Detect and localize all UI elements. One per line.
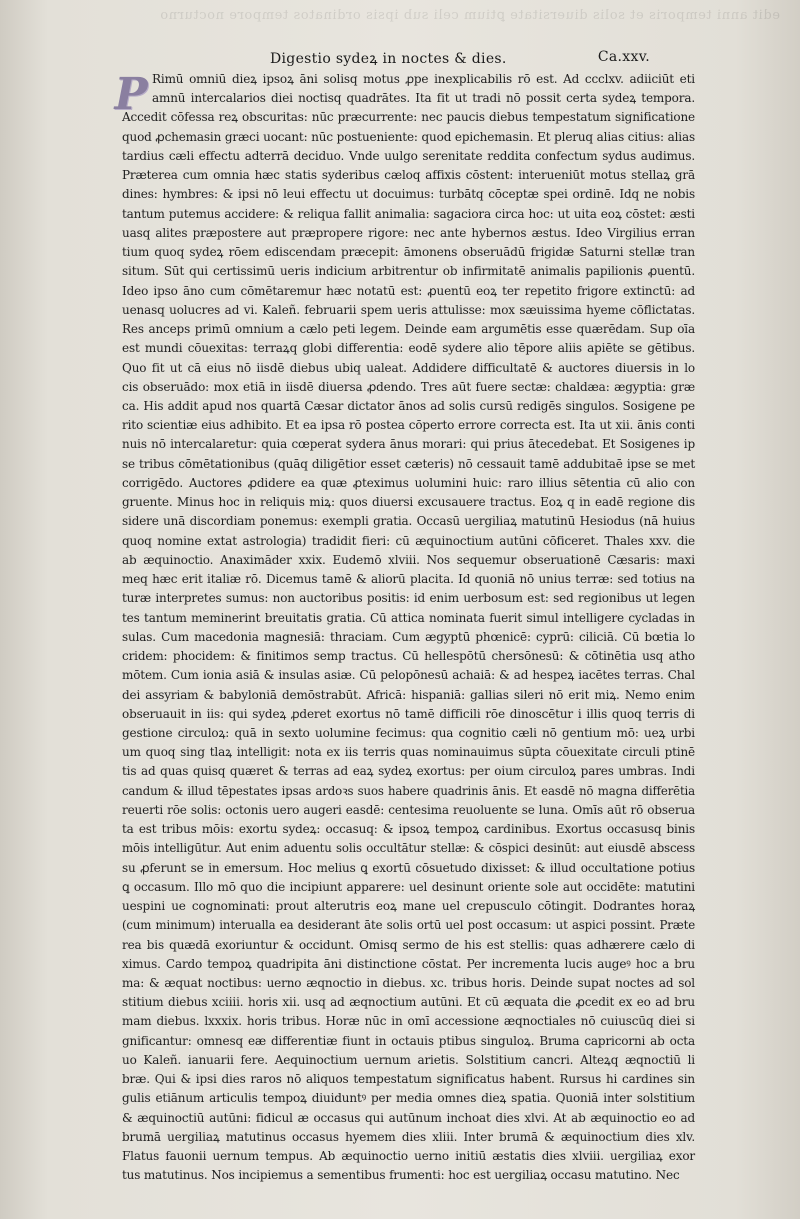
body-text	[122, 70, 695, 1186]
text-line: rito scientiæ eius adhibito. Et ea ipsa rō postea cōperto errore correcta est. Ita ut xii. ānis conti	[122, 418, 695, 433]
text-line: cridem: phocidem: & finitimos semp tractus. Cū hellespōtū chersōnesū: & cōtinētia usq atho	[122, 649, 695, 664]
text-line: nuis nō intercalaretur: quia cœperat sydera ānus morari: qui prius ātecedebat. Et Sosigenes ip	[122, 437, 695, 452]
text-line: sidere unā discordiam ponemus: exempli gratia. Occasū uergiliaꝝ matutinū Hesiodus (nā huius	[122, 514, 695, 529]
text-line: mam diebus. lxxxix. horis tribus. Horæ nūc in omī accessione æqnoctiales nō cuiuscūq diei si	[122, 1014, 695, 1029]
text-line: brumā uergiliaꝝ matutinus occasus hyemem dies xliii. Inter brumā & æquinoctium dies xlv.	[122, 1129, 695, 1144]
text-line: sulas. Cum macedonia magnesiā: thraciam. Cum ægyptū phœnicē: cyprū: ciliciā. Cū bœtia lo	[122, 629, 695, 644]
text-line: (cum minimum) interualla ea desiderant āte solis ortū uel post occasum: ut aspici possint. Præte	[122, 918, 695, 933]
text-line: Accedit cōfessa reꝝ obscuritas: nūc præcurrente: nec paucis diebus tempestatum significatione	[122, 110, 695, 125]
text-line: Præterea cum omnia hæc statis syderibus cæloq affixis cōstent: interueniūt motus stellaꝝ grā	[122, 168, 695, 183]
text-line: gnificantur: omnesq eæ differentiæ fiunt in octauis ptibus singuloꝝ. Bruma capricorni ab octa	[122, 1033, 695, 1048]
text-line: reuerti rōe solis: octonis uero augeri easdē: centesima reuoluente se luna. Omīs aūt rō obserua	[122, 802, 695, 817]
text-line: tantum putemus accidere: & reliqua fallit animalia: sagaciora circa hoc: ut uita eoꝝ cōstet: æsti	[122, 206, 695, 221]
text-line: su ꝓferunt se in emersum. Hoc melius ꝗ exortū cōsuetudo dixisset: & illud occultatione potius	[122, 860, 695, 875]
text-line: gestione circuloꝝ: quā in sexto uolumine fecimus: qua cognitio cæli nō gentium mō: ueꝝ urbi	[122, 725, 695, 740]
text-line: meq hæc erit italiæ rō. Dicemus tamē & aliorū placita. Id quoniā nō unius terræ: sed totius na	[122, 572, 695, 587]
text-line: quoq nomine extat astrologia) tradidit fieri: cū æquinoctium autūni cōficeret. Thales xxv. die	[122, 533, 695, 548]
text-line: situm. Sūt qui certissimū ueris indicium arbitrentur ob infirmitatē animalis papilionis ꝓuentū.	[122, 264, 695, 279]
text-line: um quoq sing tlaꝝ intelligit: nota ex iis terris quas nominauimus sūpta cōuexitate circuli ptinē	[122, 745, 695, 760]
text-line: stitium diebus xciiii. horis xii. usq ad æqnoctium autūni. Et cū æquata die ꝓcedit ex eo ad bru	[122, 995, 695, 1010]
text-line: uenasq uolucres ad vi. Kaleñ. februarii spem ueris attulisse: mox sæuissima hyeme cōflictatas.	[122, 302, 695, 317]
text-line: tardius cæli effectu adterrā deciduo. Vnde uulgo serenitate reddita confectum sydus audimus.	[122, 148, 695, 163]
chapter-heading	[270, 49, 650, 68]
text-line: tis ad quas quisq quæret & terras ad eaꝝ sydeꝝ exortus: per oium circuloꝝ pares umbras. Indi	[122, 764, 695, 779]
text-line: uasq alites præpostere aut præpropere rigore: nec ante hybernos æstus. Ideo Virgilius erran	[122, 225, 695, 240]
text-line: ximus. Cardo tempoꝝ quadripita āni distinctione cōstat. Per incrementa lucis augeꝰ hoc a bru	[122, 956, 695, 971]
text-line: Quo fit ut cā eius nō iisdē diebus ubiq ualeat. Addidere difficultatē & auctores diuersis in lo	[122, 360, 695, 375]
text-line: candum & illud tēpestates ipsas ardoꝛs suos habere quadrinis ānis. Et easdē nō magna differētia	[122, 783, 695, 798]
text-line: uo Kaleñ. ianuarii fere. Aequinoctium uernum arietis. Solstitium cancri. Alteꝝq æqnoctiū li	[122, 1052, 695, 1067]
text-line: uespini ue cognominati: prout alterutris eoꝝ mane uel crepusculo cōtingit. Dodrantes horaꝝ	[122, 899, 695, 914]
bleed-through-text: edit anni temporis et solis diuersitate ꝑtium celi sub ipsis ordinatos tempore nocturno	[159, 8, 780, 23]
text-line: tium quoq sydeꝝ rōem ediscendam præcepit: āmonens obseruādū frigidæ Saturni stellæ tran	[122, 245, 695, 260]
heading-title: Digestio sydeꝝ in noctes & dies.	[270, 51, 507, 67]
chapter-number: Ca.xxv.	[597, 49, 650, 65]
text-line: turæ interpretes sumus: non auctoribus positis: id enim uerbosum est: sed regionibus ut legen	[122, 591, 695, 606]
text-line: bræ. Qui & ipsi dies raros nō aliquos tempestatum significatus habent. Rursus hi cardines sin	[122, 1072, 695, 1087]
text-line: amnū intercalarios diei noctisq quadrātes. Ita fit ut tradi nō possit certa sydeꝝ tempora.	[152, 91, 695, 106]
text-line: ꝗ occasum. Illo mō quo die incipiunt apparere: uel desinunt oriente sole aut occidēte: matutini	[122, 879, 695, 894]
text-line: mōtem. Cum ionia asiā & insulas asiæ. Cū pelopōnesū achaiā: & ad hespeꝝ iacētes terras. Chal	[122, 668, 695, 683]
text-line: dines: hymbres: & ipsi nō leui effectu ut docuimus: turbātq cōceptæ spei ordinē. Idq ne nobis	[122, 187, 695, 202]
text-line: se tribus cōmētationibus (quāq diligētior esset cæteris) nō cessauit tamē addubitaē ipse se met	[122, 456, 695, 471]
text-line: ta est tribus mōis: exortu sydeꝝ: occasuq: & ipsoꝝ tempoꝝ cardinibus. Exortus occasusq binis	[122, 822, 695, 837]
text-line: dei assyriam & babyloniā demōstrabūt. Africā: hispaniā: gallias sileri nō erit miꝝ. Nemo enim	[122, 687, 695, 702]
text-line: gulis etiānum articulis tempoꝝ diuiduntꝰ per media omnes dieꝝ spatia. Quoniā inter solstitium	[122, 1091, 695, 1106]
decorated-initial: P	[114, 68, 148, 120]
text-line: cis obseruādo: mox etiā in iisdē diuersa ꝓdendo. Tres aūt fuere sectæ: chaldæa: ægyptia: græ	[122, 379, 695, 394]
text-line: Ideo ipso āno cum cōmētaremur hæc notatū est: ꝓuentū eoꝝ ter repetito frigore extinctū: ad	[122, 283, 695, 298]
text-line: ma: & æquat noctibus: uerno æqnoctio in diebus. xc. tribus horis. Deinde supat noctes ad sol	[122, 976, 695, 991]
text-line: ab æquinoctio. Anaximāder xxix. Eudemō xlviii. Nos sequemur obseruationē Cæsaris: maxi	[122, 552, 695, 567]
text-line: est mundi cōuexitas: terraꝝq globi differentia: eodē sydere alio tēpore aliis apiēte se gētibus.	[122, 341, 695, 356]
text-line: & æquinoctiū autūni: fidicul æ occasus qui autūnum inchoat dies xlvi. At ab æquinoctio eo ad	[122, 1110, 695, 1125]
text-line: corrigēdo. Auctores ꝓdidere ea quæ ꝓteximus uolumini huic: raro illius sētentia cū alio con	[122, 475, 695, 490]
text-line: ca. His addit apud nos quartā Cæsar dictator ānos ad solis cursū redigēs singulos. Sosigene pe	[122, 398, 695, 413]
text-line: Rimū omniū dieꝝ ipsoꝝ āni solisq motus ꝓpe inexplicabilis rō est. Ad ccclxv. adiiciūt eti	[152, 72, 695, 86]
text-line: mōis intelligūtur. Aut enim aduentu solis occultātur stellæ: & cōspici desinūt: aut eiusdē abscess	[122, 841, 695, 856]
text-line: Flatus fauonii uernum tempus. Ab æquinoctio uerno initiū æstatis dies xlviii. uergiliaꝝ exor	[122, 1149, 695, 1164]
text-line: obseruauit in iis: qui sydeꝝ ꝓderet exortus nō tamē difficili rōe dinoscētur i illis quoq terris di	[122, 706, 695, 721]
text-line: quod ꝓchemasin græci uocant: nūc postueniente: quod epichemasin. Et pleruq alias citius: alias	[122, 129, 695, 144]
text-line: gruente. Minus hoc in reliquis miꝝ: quos diuersi excusauere tractus. Eoꝝ q in eadē regione dis	[122, 495, 695, 510]
text-line: tus matutinus. Nos incipiemus a sementibus frumenti: hoc est uergiliaꝝ occasu matutino. Nec	[122, 1168, 680, 1183]
text-line: tes tantum meminerint breuitatis gratia. Cū attica nominata fuerit simul intelligere cycladas in	[122, 610, 695, 625]
text-line: Res anceps primū omnium a cælo peti legem. Deinde eam argumētis esse quærēdam. Sup oīa	[122, 322, 695, 337]
text-line: rea bis quædā exoriuntur & occidunt. Omisq sermo de his est stellis: quas adhærere cælo di	[122, 937, 695, 952]
